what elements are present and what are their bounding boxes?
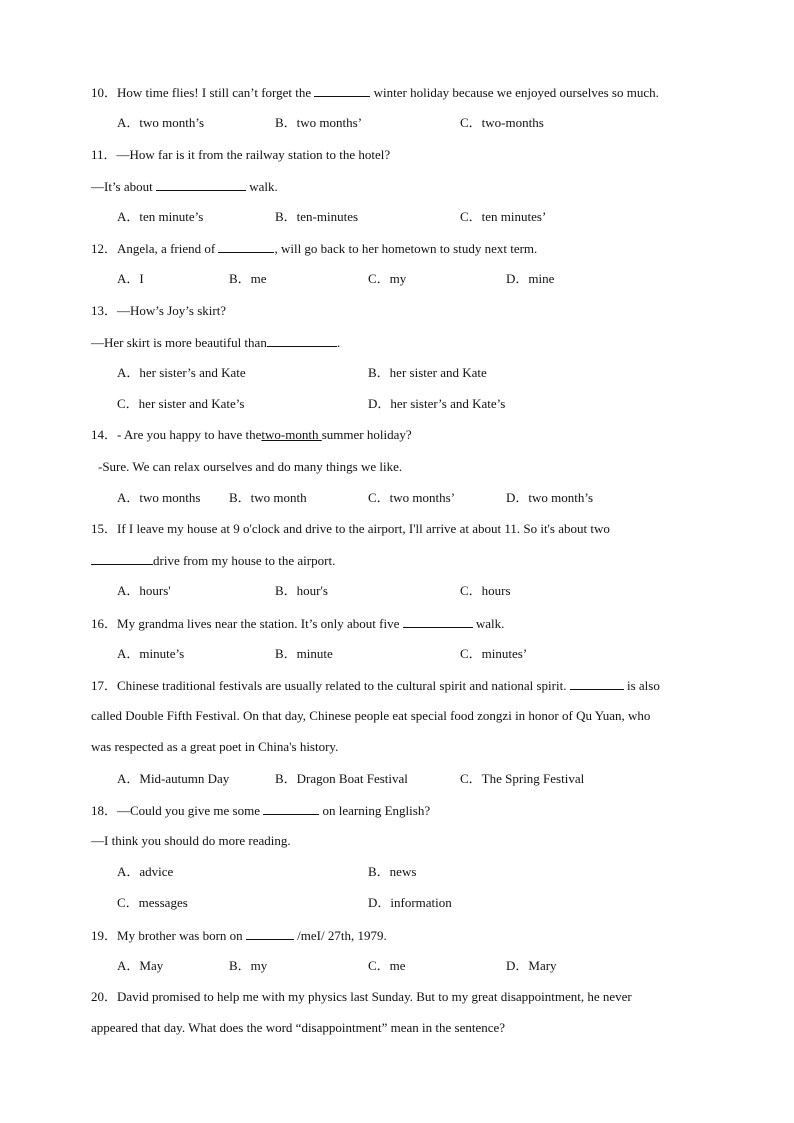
question-text: —How far is it from the railway station to the hotel? bbox=[116, 147, 391, 162]
question-number: 12． bbox=[91, 241, 118, 256]
answer-blank[interactable] bbox=[218, 240, 274, 253]
question-number: 16． bbox=[91, 616, 118, 631]
question-number: 15． bbox=[91, 521, 118, 536]
question-text: walk. bbox=[472, 616, 505, 631]
question-10 bbox=[91, 84, 659, 101]
answer-blank[interactable] bbox=[246, 927, 294, 940]
question-17 bbox=[91, 677, 660, 694]
option-c[interactable]: C．The Spring Festival bbox=[460, 771, 585, 786]
option-d[interactable]: D．Mary bbox=[506, 958, 557, 973]
answer-blank[interactable] bbox=[91, 552, 153, 565]
option-c[interactable]: C．her sister and Kate’s bbox=[117, 396, 245, 411]
option-b[interactable]: B．my bbox=[229, 958, 268, 973]
question-number: 18． bbox=[91, 803, 118, 818]
option-c[interactable]: C．ten minutes’ bbox=[460, 209, 547, 224]
question-text: on learning English? bbox=[319, 803, 431, 818]
question-17-line-3: was respected as a great poet in China's history. bbox=[91, 739, 339, 754]
option-d[interactable]: D．mine bbox=[506, 271, 555, 286]
question-13 bbox=[91, 303, 226, 319]
option-b[interactable]: B．me bbox=[229, 271, 267, 286]
question-text: /meI/ 27th, 1979. bbox=[293, 928, 387, 943]
option-a[interactable]: A．Mid-autumn Day bbox=[117, 771, 230, 786]
question-text: Angela, a friend of bbox=[117, 241, 219, 256]
option-c[interactable]: C．hours bbox=[460, 583, 511, 598]
question-11 bbox=[91, 147, 390, 163]
option-a[interactable]: A．her sister’s and Kate bbox=[117, 365, 246, 380]
question-15-line-2 bbox=[91, 552, 335, 569]
question-14 bbox=[91, 427, 412, 443]
option-c[interactable]: C．two-months bbox=[460, 115, 544, 130]
question-text: winter holiday because we enjoyed ourselves so much. bbox=[370, 85, 659, 100]
question-11-reply bbox=[91, 178, 278, 195]
option-c[interactable]: C．messages bbox=[117, 895, 188, 910]
question-text: How time flies! I still can’t forget the bbox=[117, 85, 315, 100]
question-text: My grandma lives near the station. It’s only about five bbox=[117, 616, 403, 631]
option-d[interactable]: D．her sister’s and Kate’s bbox=[368, 396, 506, 411]
question-text: David promised to help me with my physics last Sunday. But to my great disappointment, he never bbox=[117, 989, 632, 1004]
option-a[interactable]: A．advice bbox=[117, 864, 174, 879]
reply-text: —It’s about bbox=[91, 179, 156, 194]
question-18 bbox=[91, 802, 430, 819]
answer-blank[interactable] bbox=[314, 84, 370, 97]
question-number: 20． bbox=[91, 989, 118, 1004]
option-b[interactable]: B．ten-minutes bbox=[275, 209, 359, 224]
option-d[interactable]: D．information bbox=[368, 895, 452, 910]
option-a[interactable]: A．two month’s bbox=[117, 115, 205, 130]
question-text: Chinese traditional festivals are usually related to the cultural spirit and national spirit. bbox=[117, 678, 570, 693]
question-12 bbox=[91, 240, 537, 257]
option-c[interactable]: C．minutes’ bbox=[460, 646, 528, 661]
question-number: 10． bbox=[91, 85, 118, 100]
question-17-line-2: called Double Fifth Festival. On that day, Chinese people eat special food zongzi in honor of Qu Yuan, who bbox=[91, 708, 651, 723]
question-number: 11． bbox=[91, 147, 117, 162]
answer-blank[interactable] bbox=[267, 334, 337, 347]
question-text: , will go back to her hometown to study next term. bbox=[274, 241, 538, 256]
question-text: My brother was born on bbox=[117, 928, 246, 943]
question-number: 14． bbox=[91, 427, 118, 442]
reply-text: —Her skirt is more beautiful than bbox=[91, 335, 267, 350]
question-number: 19． bbox=[91, 928, 118, 943]
option-a[interactable]: A．ten minute’s bbox=[117, 209, 204, 224]
answer-blank[interactable] bbox=[263, 802, 319, 815]
question-15 bbox=[91, 521, 610, 537]
question-18-reply: —I think you should do more reading. bbox=[91, 833, 291, 848]
reply-text: walk. bbox=[246, 179, 278, 194]
question-text: If I leave my house at 9 o'clock and drive to the airport, I'll arrive at about 11. So it's about two bbox=[117, 521, 610, 536]
question-14-reply: -Sure. We can relax ourselves and do many things we like. bbox=[98, 459, 403, 474]
option-b[interactable]: B．two months’ bbox=[275, 115, 363, 130]
option-b[interactable]: B．her sister and Kate bbox=[368, 365, 487, 380]
question-20-line-2: appeared that day. What does the word “disappointment” mean in the sentence? bbox=[91, 1020, 506, 1035]
option-d[interactable]: D．two month’s bbox=[506, 490, 594, 505]
option-b[interactable]: B．minute bbox=[275, 646, 333, 661]
question-16 bbox=[91, 615, 504, 632]
question-text: drive from my house to the airport. bbox=[153, 553, 336, 568]
option-a[interactable]: A．May bbox=[117, 958, 164, 973]
option-b[interactable]: B．news bbox=[368, 864, 417, 879]
question-text: - Are you happy to have the bbox=[117, 427, 262, 442]
option-c[interactable]: C．two months’ bbox=[368, 490, 456, 505]
question-19 bbox=[91, 927, 387, 944]
question-text: summer holiday? bbox=[321, 427, 412, 442]
option-a[interactable]: A．I bbox=[117, 271, 144, 286]
option-b[interactable]: B．hour's bbox=[275, 583, 328, 598]
option-a[interactable]: A．hours' bbox=[117, 583, 171, 598]
option-a[interactable]: A．minute’s bbox=[117, 646, 185, 661]
option-a[interactable]: A．two months bbox=[117, 490, 201, 505]
question-text: —Could you give me some bbox=[117, 803, 264, 818]
option-b[interactable]: B．Dragon Boat Festival bbox=[275, 771, 408, 786]
answer-blank[interactable] bbox=[156, 178, 246, 191]
option-c[interactable]: C．me bbox=[368, 958, 406, 973]
underlined-phrase: two-month bbox=[261, 427, 322, 442]
question-20 bbox=[91, 989, 632, 1005]
option-c[interactable]: C．my bbox=[368, 271, 407, 286]
question-number: 13． bbox=[91, 303, 118, 318]
question-number: 17． bbox=[91, 678, 118, 693]
reply-text: . bbox=[336, 335, 341, 350]
answer-blank[interactable] bbox=[403, 615, 473, 628]
question-text: —How’s Joy’s skirt? bbox=[117, 303, 227, 318]
question-13-reply bbox=[91, 334, 340, 351]
answer-blank[interactable] bbox=[570, 677, 624, 690]
option-b[interactable]: B．two month bbox=[229, 490, 307, 505]
question-text: is also bbox=[623, 678, 660, 693]
